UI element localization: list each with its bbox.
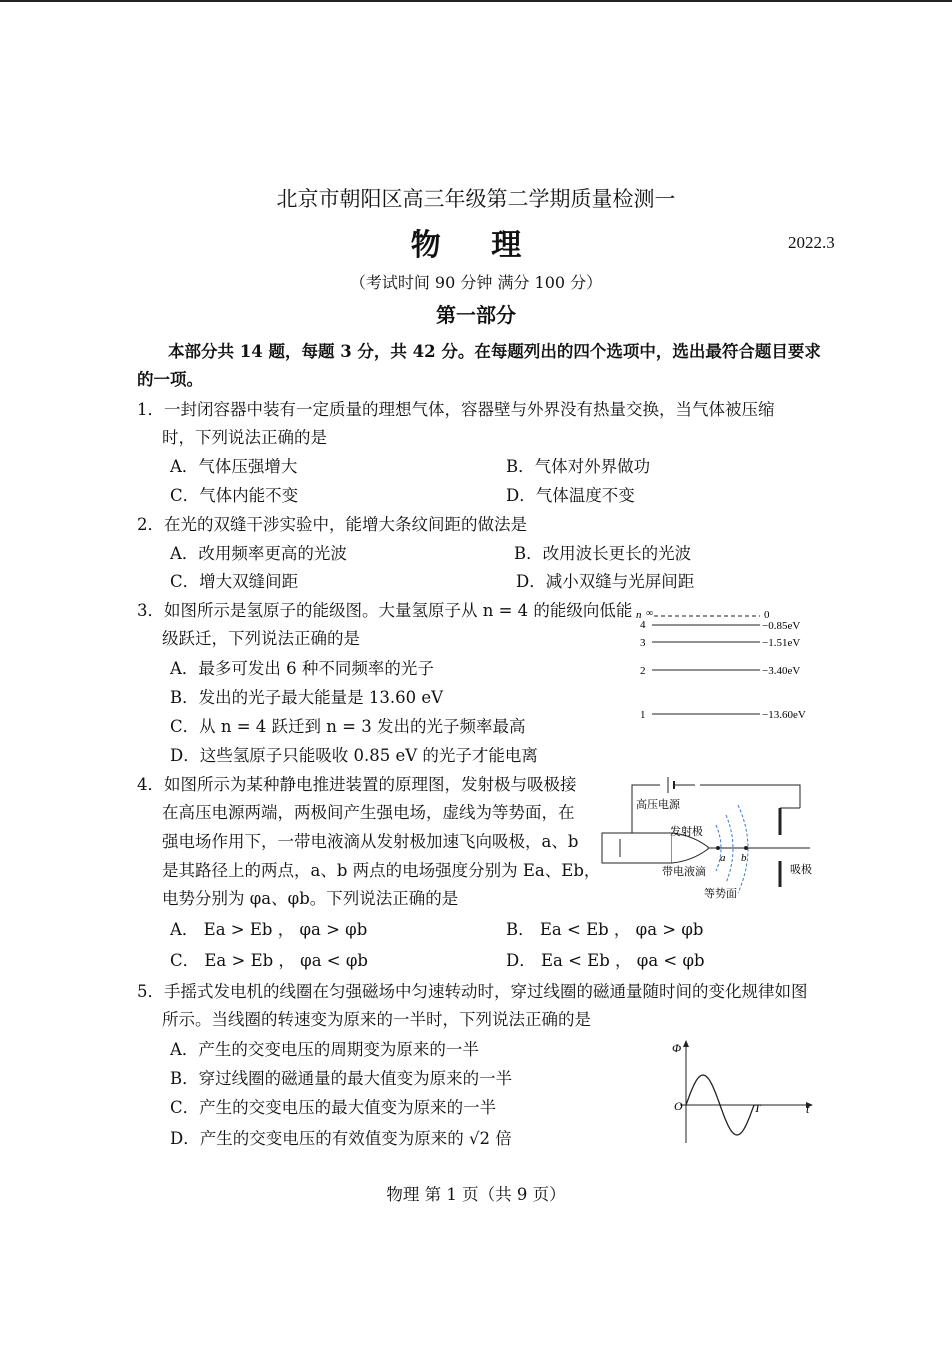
- q2-option-d: D．减小双缝与光屏间距: [516, 572, 695, 591]
- level-4-energy: −0.85eV: [762, 620, 801, 632]
- top-border: [0, 0, 952, 2]
- origin-label: O: [674, 1099, 683, 1113]
- collector-label: 吸极: [790, 864, 812, 876]
- q5-option-b: B．穿过线圈的磁通量的最大值变为原来的一半: [170, 1069, 513, 1088]
- exam-date: 2022.3: [788, 233, 835, 252]
- level-3-energy: −1.51eV: [762, 637, 801, 649]
- q5-stem-line-2: 所示。当线圈的转速变为原来的一半时，下列说法正确的是: [162, 1010, 591, 1029]
- q4-option-a: A． Ea > Eb ， φa > φb: [170, 920, 368, 939]
- exam-info: （考试时间 90 分钟 满分 100 分）: [349, 273, 603, 292]
- equipotential-label: 等势面: [704, 888, 737, 900]
- propulsion-diagram: [600, 775, 825, 905]
- droplet-label: 带电液滴: [662, 866, 706, 878]
- emitter-label: 发射极: [670, 826, 703, 838]
- subject-title: 物 理: [410, 228, 542, 263]
- n-axis-label: n: [636, 609, 642, 621]
- q2-option-c: C．增大双缝间距: [170, 572, 299, 591]
- q2-stem-line-1: 2．在光的双缝干涉实验中，能增大条纹间距的做法是: [137, 515, 527, 534]
- q2-option-a: A．改用频率更高的光波: [170, 544, 347, 563]
- q4-stem-line-2: 在高压电源两端，两极间产生强电场，虚线为等势面，在: [162, 803, 575, 822]
- q5-stem-line-1: 5．手摇式发电机的线圈在匀强磁场中匀速转动时，穿过线圈的磁通量随时间的变化规律如图: [137, 982, 808, 1001]
- q4-stem-line-4: 是其路径上的两点，a、b 两点的电场强度分别为 Ea、Eb，: [162, 861, 601, 880]
- q1-option-d: D．气体温度不变: [506, 486, 635, 505]
- q5-option-a: A．产生的交变电压的周期变为原来的一半: [170, 1040, 479, 1059]
- power-source-label: 高压电源: [636, 799, 680, 811]
- q3-option-d: D．这些氢原子只能吸收 0.85 eV 的光子才能电离: [170, 746, 538, 765]
- point-a-dot: [716, 846, 720, 850]
- q4-stem-line-5: 电势分别为 φa、φb。下列说法正确的是: [162, 889, 459, 908]
- flux-axis-label: Φ: [672, 1041, 682, 1055]
- point-a-label: a: [720, 852, 726, 864]
- q1-option-b: B．气体对外界做功: [506, 457, 651, 476]
- part-heading: 第一部分: [436, 303, 516, 327]
- infinity-label: ∞: [646, 608, 654, 619]
- q4-option-c: C． Ea > Eb ， φa < φb: [170, 951, 368, 970]
- q1-stem-line-1: 1．一封闭容器中装有一定质量的理想气体，容器壁与外界没有热量交换，当气体被压缩: [137, 400, 775, 419]
- q4-stem-line-3: 强电场作用下，一带电液滴从发射极加速飞向吸极，a、b: [162, 832, 579, 851]
- exam-title: 北京市朝阳区高三年级第二学期质量检测一: [276, 187, 676, 211]
- q4-stem-line-1: 4．如图所示为某种静电推进装置的原理图，发射极与吸极接: [137, 775, 577, 794]
- point-b-dot: [744, 846, 748, 850]
- flux-graph: [668, 1038, 818, 1148]
- level-1-n: 1: [640, 709, 646, 721]
- q1-stem-line-2: 时，下列说法正确的是: [162, 428, 327, 447]
- emitter-body: [602, 833, 672, 863]
- equipotential-arc-2: [726, 815, 733, 883]
- point-b-label: b: [741, 852, 747, 864]
- q3-option-a: A．最多可发出 6 种不同频率的光子: [170, 659, 434, 678]
- level-2-energy: −3.40eV: [762, 665, 801, 677]
- time-axis-label: t: [806, 1102, 810, 1116]
- level-3-n: 3: [640, 637, 646, 649]
- level-1-energy: −13.60eV: [762, 709, 806, 721]
- instructions-line-2: 的一项。: [137, 370, 203, 389]
- energy-level-diagram: [632, 604, 822, 726]
- level-4-n: 4: [640, 619, 646, 631]
- q3-stem-line-2: 级跃迁，下列说法正确的是: [162, 629, 360, 648]
- instructions-line-1: 本部分共 14 题，每题 3 分，共 42 分。在每题列出的四个选项中，选出最符合题目要求: [168, 342, 821, 361]
- q5-option-d: D．产生的交变电压的有效值变为原来的 √2 倍: [170, 1129, 512, 1148]
- q3-stem-line-1: 3．如图所示是氢原子的能级图。大量氢原子从 n = 4 的能级向低能: [137, 601, 633, 620]
- level-2-n: 2: [640, 665, 646, 677]
- q3-option-b: B．发出的光子最大能量是 13.60 eV: [170, 688, 444, 707]
- q5-option-c: C．产生的交变电压的最大值变为原来的一半: [170, 1098, 497, 1117]
- q3-option-c: C．从 n = 4 跃迁到 n = 3 发出的光子频率最高: [170, 717, 526, 736]
- q2-option-b: B．改用波长更长的光波: [514, 544, 692, 563]
- ionization-energy-label: 0: [764, 609, 770, 621]
- q1-option-a: A．气体压强增大: [170, 457, 298, 476]
- period-label: T: [754, 1101, 761, 1115]
- q1-option-c: C．气体内能不变: [170, 486, 299, 505]
- page-footer: 物理 第 1 页（共 9 页）: [386, 1185, 566, 1204]
- q4-option-b: B． Ea < Eb ， φa > φb: [506, 920, 704, 939]
- q4-option-d: D． Ea < Eb ， φa < φb: [506, 951, 705, 970]
